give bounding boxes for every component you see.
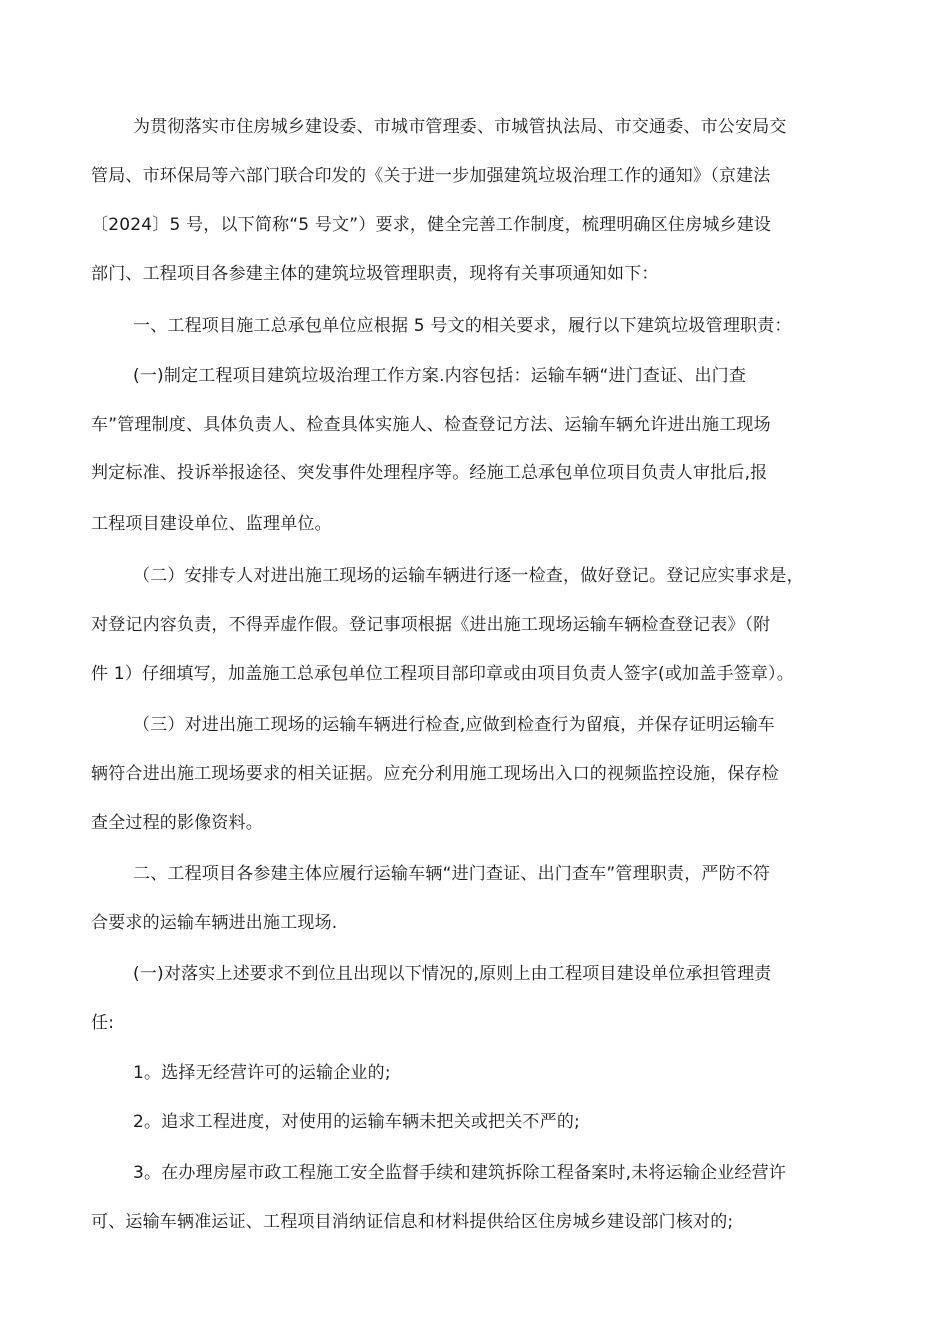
text-line: 任:: [91, 1013, 115, 1033]
text-line: 车”管理制度、具体负责人、检查具体实施人、检查登记方法、运输车辆允许进出施工现场: [91, 415, 771, 435]
text-line: 对登记内容负责，不得弄虚作假。登记事项根据《进出施工现场运输车辆检查登记表》（附: [91, 615, 771, 635]
text-line: (一)对落实上述要求不到位且出现以下情况的,原则上由工程项目建设单位承担管理责: [133, 964, 772, 984]
text-line: 3。在办理房屋市政工程施工安全监督手续和建筑拆除工程备案时,未将运输企业经营许: [133, 1163, 787, 1183]
text-line: 管局、市环保局等六部门联合印发的《关于进一步加强建筑垃圾治理工作的通知》（京建法: [91, 166, 771, 186]
text-line: 部门、工程项目各参建主体的建筑垃圾管理职责，现将有关事项通知如下：: [91, 264, 659, 284]
text-line: 辆符合进出施工现场要求的相关证据。应充分利用施工现场出入口的视频监控设施，保存检: [91, 764, 779, 784]
text-line: 合要求的运输车辆进出施工现场.: [91, 913, 338, 933]
text-line: 判定标准、投诉举报途径、突发事件处理程序等。经施工总承包单位项目负责人审批后,报: [91, 463, 768, 483]
text-line: 1。选择无经营许可的运输企业的;: [133, 1063, 391, 1083]
text-line: 为贯彻落实市住房城乡建设委、市城市管理委、市城管执法局、市交通委、市公安局交: [133, 117, 787, 137]
text-line: (一)制定工程项目建筑垃圾治理工作方案.内容包括：运输车辆“进门查证、出门查: [133, 366, 747, 386]
text-line: 可、运输车辆准运证、工程项目消纳证信息和材料提供给区住房城乡建设部门核对的;: [91, 1212, 734, 1232]
text-line: 查全过程的影像资料。: [91, 813, 263, 833]
text-line: 2。追求工程进度，对使用的运输车辆未把关或把关不严的;: [133, 1112, 580, 1132]
text-line: 〔2024〕5 号，以下简称“5 号文”）要求，健全完善工作制度，梳理明确区住房城乡建设: [91, 215, 772, 235]
text-line: 工程项目建设单位、监理单位。: [91, 514, 332, 534]
text-line: （二）安排专人对进出施工现场的运输车辆进行逐一检查，做好登记。登记应实事求是，: [133, 566, 804, 586]
text-line: 二、工程项目各参建主体应履行运输车辆“进门查证、出门查车”管理职责，严防不符: [133, 864, 771, 884]
text-line: 件 1）仔细填写，加盖施工总承包单位工程项目部印章或由项目负责人签字(或加盖手签章）。: [91, 664, 794, 684]
text-line: 一、工程项目施工总承包单位应根据 5 号文的相关要求，履行以下建筑垃圾管理职责：: [133, 316, 792, 336]
text-line: （三）对进出施工现场的运输车辆进行检查,应做到检查行为留痕，并保存证明运输车: [133, 715, 776, 735]
